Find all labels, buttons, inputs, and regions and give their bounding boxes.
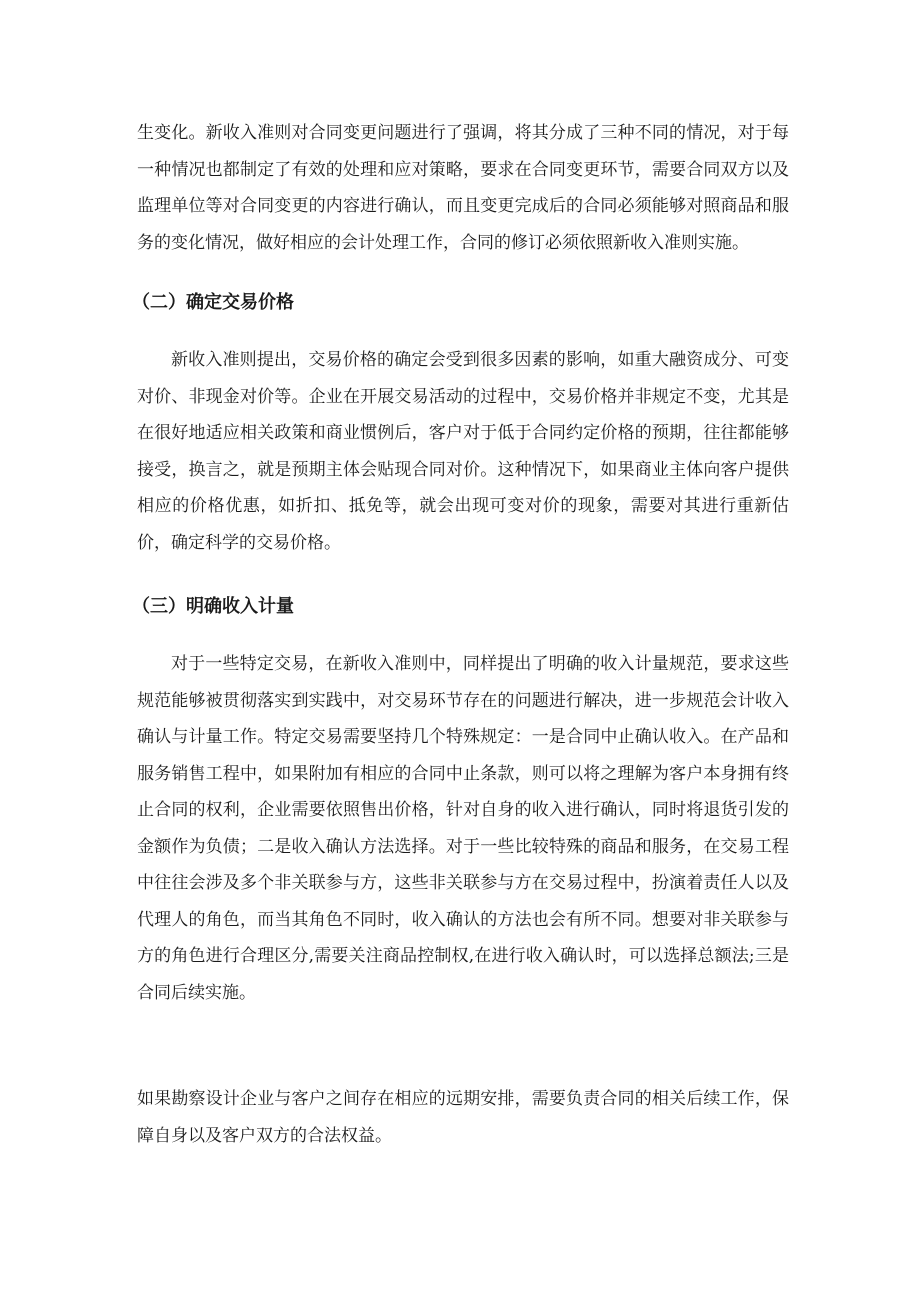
section-heading-transaction-price: （二）确定交易价格 bbox=[132, 292, 294, 313]
section-heading-revenue-measurement: （三）明确收入计量 bbox=[132, 596, 294, 617]
paragraph-follow-up: 如果勘察设计企业与客户之间存在相应的远期安排，需要负责合同的相关后续工作，保障自身以及客户双方的合法权益。 bbox=[137, 1089, 789, 1146]
paragraph-contract-change: 生变化。新收入准则对合同变更问题进行了强调，将其分成了三种不同的情况，对于每一种情况也都制定了有效的处理和应对策略，要求在合同变更环节，需要合同双方以及监理单位等对合同变更的内容进行确认，而且变更完成后的合同必须能够对照商品和服务的变化情况，做好相应的会计处理工作，合同的修订必须依照新收入准则实施。 bbox=[137, 123, 789, 253]
paragraph-revenue-measurement: 对于一些特定交易，在新收入准则中，同样提出了明确的收入计量规范，要求这些规范能够被贯彻落实到实践中，对交易环节存在的问题进行解决，进一步规范会计收入确认与计量工作。特定交易需要坚持几个特殊规定：一是合同中止确认收入。在产品和服务销售工程中，如果附加有相应的合同中止条款，则可以将之理解为客户本身拥有终止合同的权利，企业需要依照售出价格，针对自身的收入进行确认，同时将退货引发的金额作为负债；二是收入确认方法选择。对于一些比较特殊的商品和服务，在交易工程中往往会涉及多个非关联参与方，这些非关联参与方在交易过程中，扮演着责任人以及代理人的角色，而当其角色不同时，收入确认的方法也会有所不同。想要对非关联参与方的角色进行合理区分,需要关注商品控制权,在进行收入确认时，可以选择总额法;三是合同后续实施。 bbox=[137, 654, 789, 1003]
paragraph-transaction-price: 新收入准则提出，交易价格的确定会受到很多因素的影响，如重大融资成分、可变对价、非现金对价等。企业在开展交易活动的过程中，交易价格并非规定不变，尤其是在很好地适应相关政策和商业惯例后，客户对于低于合同约定价格的预期，往往都能够接受，换言之，就是预期主体会贴现合同对价。这种情况下，如果商业主体向客户提供相应的价格优惠，如折扣、抵免等，就会出现可变对价的现象，需要对其进行重新估价，确定科学的交易价格。 bbox=[137, 350, 789, 553]
